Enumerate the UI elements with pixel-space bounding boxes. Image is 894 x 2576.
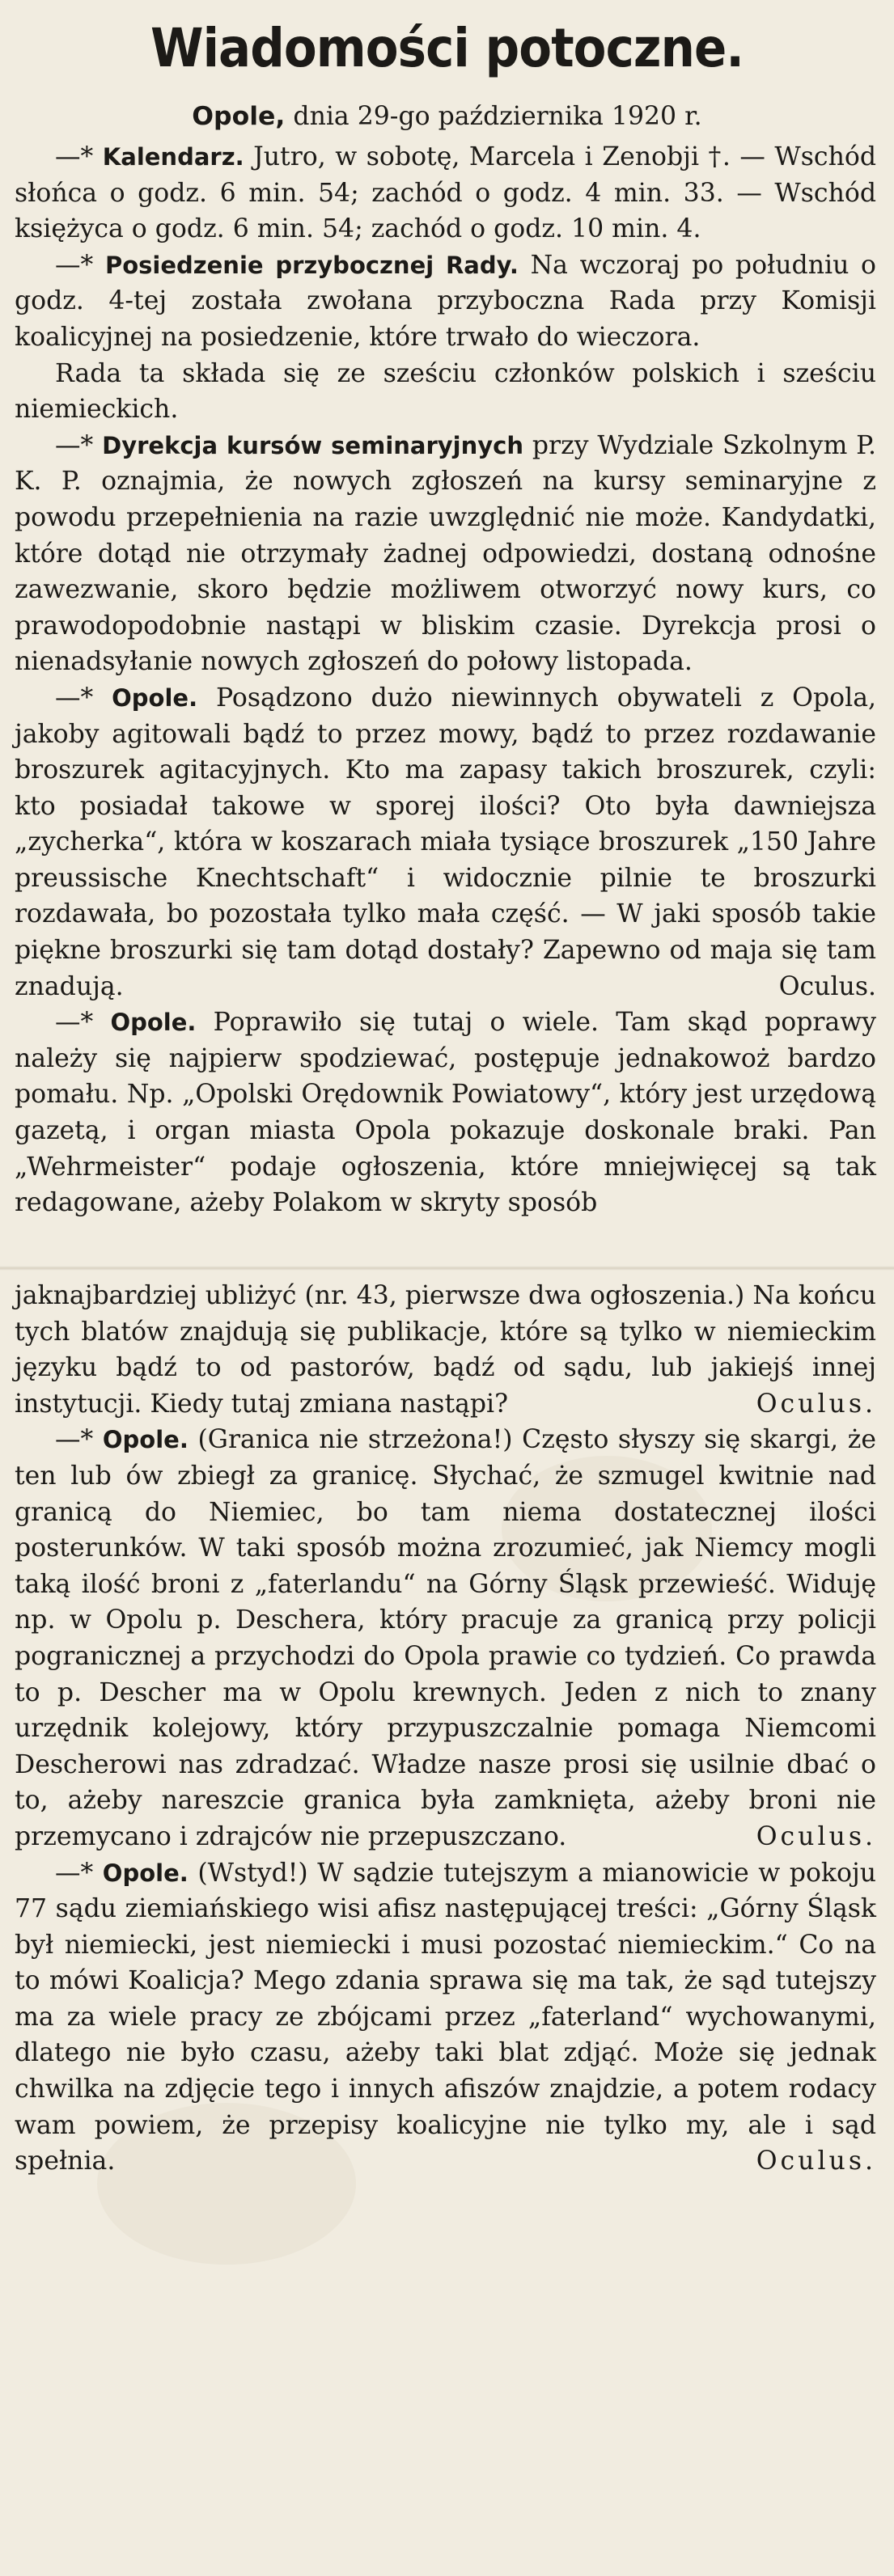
article-signature: Oculus. (756, 1389, 876, 1419)
article-text: Na wczoraj po południu o godz. 4-tej została zwołana przyboczna Rada przy Komisji koalicyjnej na posiedzenie, które trwało do wieczora. (15, 250, 877, 352)
clipping-divider (0, 1266, 894, 1271)
article-dyrekcja (15, 428, 876, 680)
column-upper (15, 139, 876, 1221)
article-posiedzenie (15, 247, 876, 356)
article-rubric: Opole. (110, 1009, 197, 1037)
article-opole-broszurki (15, 680, 876, 1005)
article-prefix: —* (55, 250, 94, 280)
article-rubric: Opole. (102, 1426, 189, 1454)
section-headline: Wiadomości potoczne. (150, 17, 744, 79)
article-rubric: Opole. (112, 683, 198, 712)
article-signature: Oculus. (756, 2147, 876, 2176)
article-text: Jutro, w sobotę, Marcela i Zenobji †. — Wschód słońca o godz. 6 min. 54; zachód o godz. 4 min. 33. — Wschód księżyca o godz. 6 min. 54; zachód o godz. 10 min. 4. (15, 142, 876, 244)
article-opole-granica (15, 1422, 876, 1855)
column-lower (15, 1278, 876, 2180)
article-text: Posądzono dużo niewinnych obywateli z Opola, jakoby agitowali bądź to przez mowy, bądź to przez rozdawanie broszurek agitacyjnych. Kto ma zapasy takich broszurek, czyli: kto posiadał takowe w sporej ilości? Oto była dawniejsza „zycherka“, która w koszarach miała tysiące broszurek „150 Jahre preussische Knechtschaft“ i widocznie pilnie te broszurki rozdawała, bo pozostała tylko mała część. — W jaki sposób takie piękne broszurki się tam dotąd dostały? Zapewno od maja się tam znadują. (15, 683, 876, 1001)
article-text: Poprawiło się tutaj o wiele. Tam skąd poprawy należy się najpierw spodziewać, postępuje jednakowoż bardzo pomału. Np. „Opolski Orędownik Powiatowy“, który jest urzędową gazetą, i organ miasta Opola pokazuje doskonale braki. Pan „Wehrmeister“ podaje ogłoszenia, które mniejwięcej są tak redagowane, ażeby Polakom w skryty sposób (15, 1008, 876, 1218)
dateline-place: Opole, (192, 102, 286, 131)
article-prefix: —* (55, 142, 94, 171)
article-rubric: Dyrekcja kursów seminaryjnych (102, 431, 524, 459)
article-rubric: Kalendarz. (102, 143, 244, 171)
dateline-date: dnia 29-go października 1920 r. (293, 102, 702, 131)
article-text: jaknajbardziej ubliżyć (nr. 43, pierwsze dwa ogłoszenia.) Na końcu tych blatów znajdują się publikacje, które są tylko w niemieckim języku bądź to od pastorów, bądź od sądu, lub jakiejś innej instytucji. Kiedy tutaj zmiana nastąpi? (15, 1281, 876, 1419)
article-text: (Granica nie strzeżona!) Często słyszy się skargi, że ten lub ów zbiegł za granicę. Słychać, że szmugel kwitnie nad granicą do Niemiec, bo tam niema dostatecznej ilości posterunków. W taki sposób można zrozumieć, jak Niemcy mogli taką ilość broni z „faterlandu“ na Górny Śląsk przewieść. Widuję np. w Opolu p. Deschera, który pracuje za granicą przy policji pogranicznej a przychodzi do Opola prawie co tydzień. Co prawda to p. Descher ma w Opolu krewnych. Jeden z nich to znany urzędnik kolejowy, który przypuszczalnie pomaga Niemcomi Descherowi nas zdradzać. Władze nasze prosi się usilnie dbać o to, ażeby nareszcie granica była zamknięta, ażeby broni nie przemycano i zdrajców nie przepuszczano. (15, 1425, 877, 1851)
article-signature: Oculus. (756, 1821, 876, 1851)
article-opole-poprawa-cont (15, 1278, 876, 1422)
article-prefix: —* (55, 683, 94, 713)
article-rubric: Posiedzenie przybocznej Rady. (104, 251, 519, 279)
article-rubric: Opole. (102, 1859, 189, 1887)
article-posiedzenie-cont (15, 356, 876, 428)
dateline (0, 99, 894, 134)
article-text: Rada ta składa się ze sześciu członków polskich i sześciu niemieckich. (15, 358, 876, 425)
article-text: przy Wydziale Szkolnym P. K. P. oznajmia, że nowych zgłoszeń na kursy seminaryjne z powodu przepełnienia na razie uwzględnić nie może. Kandydatki, które dotąd nie otrzymały żadnej odpowiedzi, dostaną odnośne zawezwanie, skoro będzie możliwem otworzyć nowy kurs, co prawodopodobnie nastąpi w bliskim czasie. Dyrekcja prosi o nienadsyłanie nowych zgłoszeń do połowy listopada. (15, 430, 877, 677)
article-signature: Oculus. (778, 971, 876, 1001)
article-prefix: —* (55, 1425, 94, 1455)
article-opole-wstyd (15, 1855, 876, 2180)
article-prefix: —* (55, 1858, 94, 1888)
article-kalendarz (15, 139, 876, 247)
article-opole-poprawa (15, 1005, 876, 1221)
article-prefix: —* (55, 1008, 94, 1038)
article-text: (Wstyd!) W sądzie tutejszym a mianowicie w pokoju 77 sądu ziemiańskiego wisi afisz następującej treści: „Górny Śląsk był niemiecki, jest niemiecki i musi pozostać niemieckim.“ Co na to mówi Koalicja? Mego zdania sprawa się ma tak, że sąd tutejszy ma za wiele pracy ze zbójcami przez „faterland“ wychowanymi, dlatego nie było czasu, ażeby taki blat zdjąć. Może się jednak chwilka na zdjęcie tego i innych afiszów znajdzie, a potem rodacy wam powiem, że przepisy koalicyjne nie tylko my, ale i sąd spełnia. (15, 1858, 877, 2176)
article-prefix: —* (55, 430, 94, 460)
